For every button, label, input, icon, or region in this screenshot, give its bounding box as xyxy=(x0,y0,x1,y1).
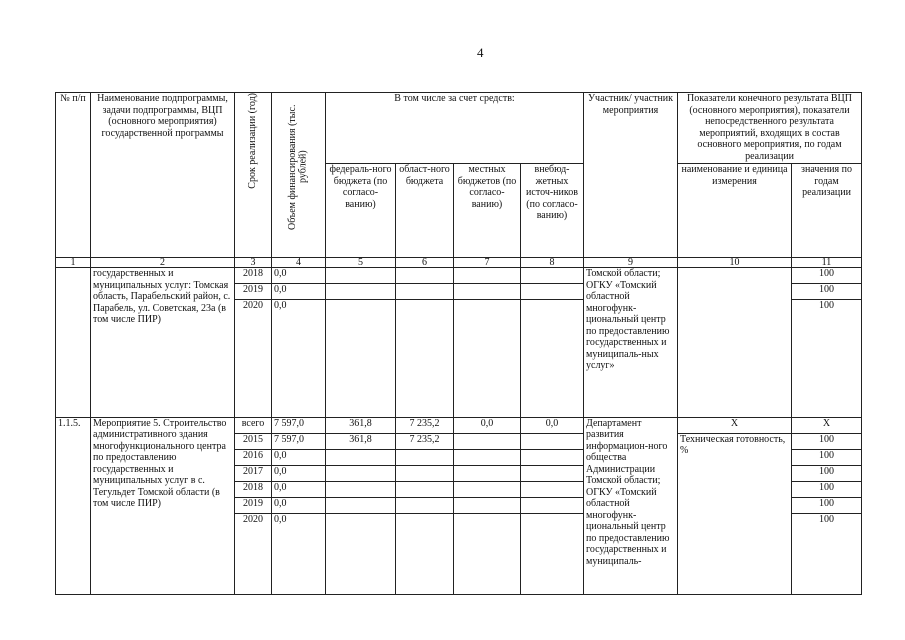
row-name: государственных и муниципальных услуг: Томская область, Парабельский район, с. Парабель, ул. Советская, 23а (в том числе ПИР) xyxy=(91,268,235,418)
header-indicator-name: наименование и единица измерения xyxy=(678,164,792,258)
header-name: Наименование подпрограммы, задачи подпрограммы, ВЦП (основного мероприятия) государственной программы xyxy=(91,93,235,258)
header-indicators-group: Показатели конечного результата ВЦП (основного мероприятия), показатели непосредственного результата мероприятий, входящих в состав основного мероприятия, по годам реализации xyxy=(678,93,862,164)
row-extra xyxy=(521,300,584,316)
row-federal: 361,8 xyxy=(326,433,396,449)
table-row xyxy=(56,417,862,433)
row-federal xyxy=(326,268,396,284)
row-regional xyxy=(396,268,454,284)
row-year: 2020 xyxy=(235,513,272,529)
row-volume: 7 597,0 xyxy=(272,433,326,449)
row-local xyxy=(454,497,521,513)
header-volume: Объем финансирования (тыс. рублей) xyxy=(272,93,326,258)
column-number: 7 xyxy=(454,258,521,268)
row-year: 2015 xyxy=(235,433,272,449)
row-value: 100 xyxy=(792,497,862,513)
row-federal xyxy=(326,497,396,513)
row-value: Х xyxy=(792,417,862,433)
row-local xyxy=(454,513,521,529)
row-extra xyxy=(521,481,584,497)
row-year: 2017 xyxy=(235,465,272,481)
row-extra xyxy=(521,433,584,449)
row-regional xyxy=(396,497,454,513)
row-value: 100 xyxy=(792,284,862,300)
column-numbers-row xyxy=(56,258,862,268)
row-extra: 0,0 xyxy=(521,417,584,433)
row-volume: 0,0 xyxy=(272,497,326,513)
row-value: 100 xyxy=(792,449,862,465)
header-funding-group: В том числе за счет средств: xyxy=(326,93,584,164)
table-row xyxy=(56,268,862,284)
column-number: 8 xyxy=(521,258,584,268)
row-volume: 0,0 xyxy=(272,268,326,284)
row-regional xyxy=(396,481,454,497)
row-value: 100 xyxy=(792,433,862,449)
row-extra xyxy=(521,284,584,300)
row-participant: Департамент развития информацион-ного общества Администрации Томской области; ОГКУ «Томский областной многофунк-циональный центр по предоставлению государственных и муниципаль- xyxy=(584,417,678,595)
header-regional: област-ного бюджета xyxy=(396,164,454,258)
row-local: 0,0 xyxy=(454,417,521,433)
row-local xyxy=(454,268,521,284)
row-year: всего xyxy=(235,417,272,433)
row-regional: 7 235,2 xyxy=(396,433,454,449)
row-year: 2020 xyxy=(235,300,272,316)
header-participant: Участник/ участник мероприятия xyxy=(584,93,678,258)
column-number: 9 xyxy=(584,258,678,268)
row-volume: 0,0 xyxy=(272,300,326,316)
row-local xyxy=(454,300,521,316)
row-local xyxy=(454,449,521,465)
header-local: местных бюджетов (по согласо-ванию) xyxy=(454,164,521,258)
row-local xyxy=(454,433,521,449)
row-volume: 0,0 xyxy=(272,284,326,300)
column-number: 5 xyxy=(326,258,396,268)
row-value: 100 xyxy=(792,465,862,481)
row-federal xyxy=(326,481,396,497)
program-table xyxy=(55,92,862,595)
row-volume: 0,0 xyxy=(272,465,326,481)
column-number: 4 xyxy=(272,258,326,268)
header-extra: внебюд-жетных источ-ников (по согласо-ванию) xyxy=(521,164,584,258)
row-local xyxy=(454,481,521,497)
row-regional xyxy=(396,284,454,300)
row-name: Мероприятие 5. Строительство административного здания многофункционального центра по предоставлению государственных и муниципальных услуг в с. Тегульдет Томской области (в том числе ПИР) xyxy=(91,417,235,595)
row-participant: Томской области; ОГКУ «Томский областной многофунк-циональный центр по предоставлению государственных и муниципаль-ных услуг» xyxy=(584,268,678,418)
row-year: 2019 xyxy=(235,284,272,300)
row-regional xyxy=(396,513,454,529)
header-federal: федераль-ного бюджета (по согласо-ванию) xyxy=(326,164,396,258)
row-extra xyxy=(521,268,584,284)
row-regional: 7 235,2 xyxy=(396,417,454,433)
column-number: 11 xyxy=(792,258,862,268)
header-indicator-values: значения по годам реализации xyxy=(792,164,862,258)
row-indicator-name: Техническая готовность, % xyxy=(678,433,792,595)
row-value: 100 xyxy=(792,268,862,284)
column-number: 6 xyxy=(396,258,454,268)
row-extra xyxy=(521,449,584,465)
row-regional xyxy=(396,300,454,316)
row-volume: 0,0 xyxy=(272,449,326,465)
row-extra xyxy=(521,465,584,481)
row-extra xyxy=(521,497,584,513)
column-number: 2 xyxy=(91,258,235,268)
row-volume: 7 597,0 xyxy=(272,417,326,433)
row-indicator-name: Х xyxy=(678,417,792,433)
row-federal xyxy=(326,284,396,300)
row-year: 2019 xyxy=(235,497,272,513)
header-no: № п/п xyxy=(56,93,91,258)
column-number: 10 xyxy=(678,258,792,268)
row-federal xyxy=(326,449,396,465)
row-no: 1.1.5. xyxy=(56,417,91,595)
page-number: 4 xyxy=(477,45,484,60)
row-local xyxy=(454,465,521,481)
row-volume: 0,0 xyxy=(272,513,326,529)
row-regional xyxy=(396,449,454,465)
row-no xyxy=(56,268,91,418)
row-value: 100 xyxy=(792,481,862,497)
row-federal xyxy=(326,513,396,529)
row-volume: 0,0 xyxy=(272,481,326,497)
row-local xyxy=(454,284,521,300)
row-year: 2018 xyxy=(235,481,272,497)
row-year: 2018 xyxy=(235,268,272,284)
row-federal xyxy=(326,465,396,481)
header-period: Срок реализации (год) xyxy=(235,93,272,258)
column-number: 3 xyxy=(235,258,272,268)
row-extra xyxy=(521,513,584,529)
row-federal: 361,8 xyxy=(326,417,396,433)
column-number: 1 xyxy=(56,258,91,268)
row-value: 100 xyxy=(792,513,862,529)
row-federal xyxy=(326,300,396,316)
row-year: 2016 xyxy=(235,449,272,465)
row-value: 100 xyxy=(792,300,862,316)
row-regional xyxy=(396,465,454,481)
row-indicator-name xyxy=(678,268,792,418)
